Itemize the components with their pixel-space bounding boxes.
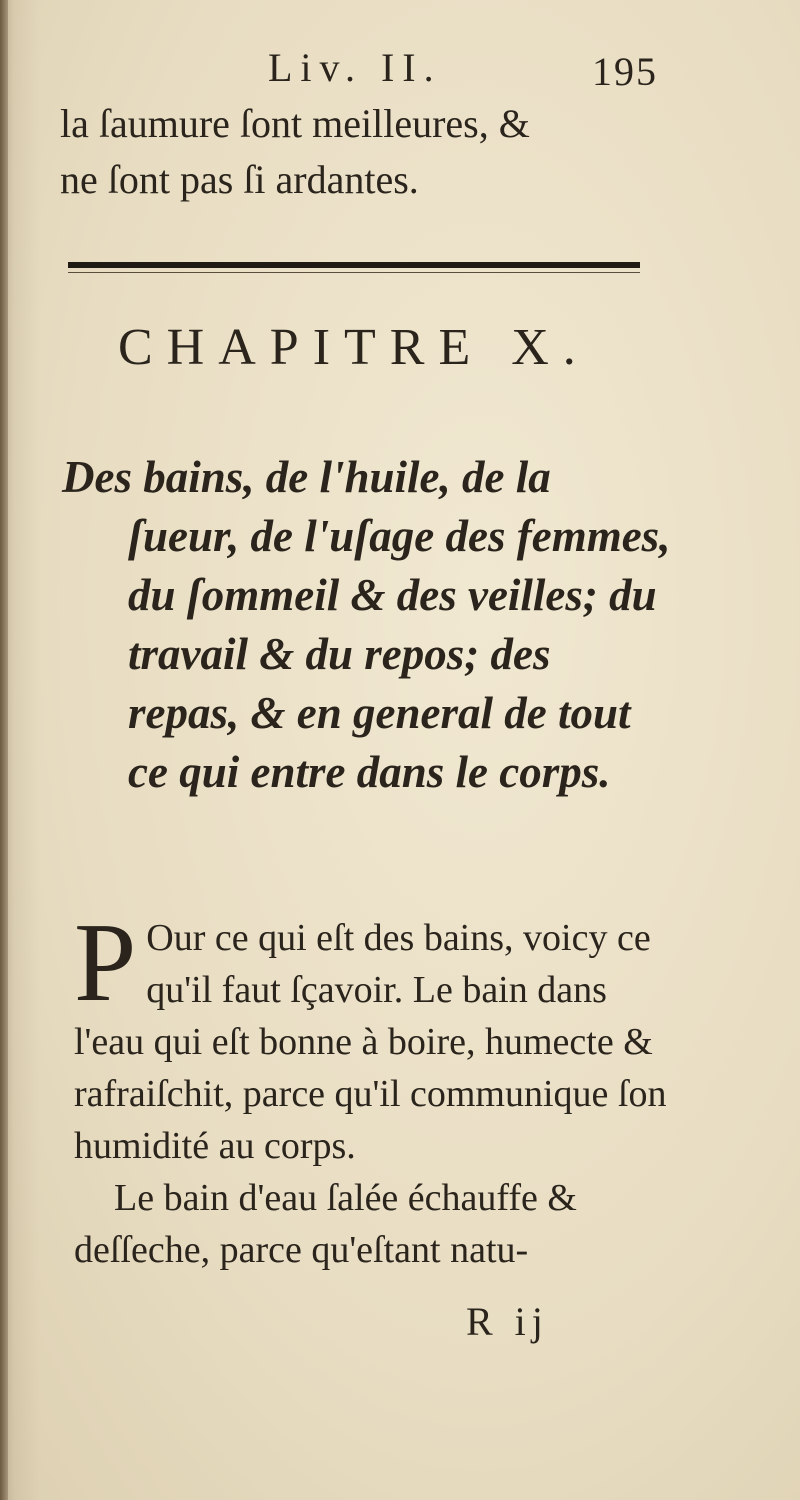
paragraph-1-text: Our ce qui eſt des bains, voicy ce qu'il faut ſçavoir. Le bain dans l'eau qui eſt bonne à boire, humecte & rafraiſchit, parce qu'il communique ſon humidité au corps.: [74, 917, 667, 1167]
page-number: 195: [592, 49, 658, 94]
chapter-divider-rule: [68, 262, 640, 268]
paragraph-1: [74, 901, 674, 1172]
signature-mark: R ij: [466, 1299, 549, 1344]
previous-text-line: la ſaumure ſont meilleures, &: [60, 101, 530, 146]
drop-cap: P: [74, 901, 137, 1025]
chapter-divider-thin-rule: [68, 272, 640, 273]
chapter-title: CHAPITRE X.: [118, 319, 590, 376]
chapter-subtitle-text: Des bains, de l'huile, de la ſueur, de l'uſage des femmes, du ſommeil & des veilles; du travail & du repos; des repas, & en general de tout ce qui entre dans le corps.: [62, 452, 671, 797]
previous-text-line: ne ſont pas ſi ardantes.: [60, 157, 419, 202]
body-text: [74, 901, 674, 1276]
running-head: Liv. II.: [268, 45, 442, 90]
page-gutter: [0, 0, 8, 1500]
paragraph-2: Le bain d'eau ſalée échauffe & deſſeche, parce qu'eſtant natu-: [74, 1177, 577, 1271]
chapter-subtitle: [62, 448, 672, 802]
previous-chapter-text: [60, 96, 680, 208]
